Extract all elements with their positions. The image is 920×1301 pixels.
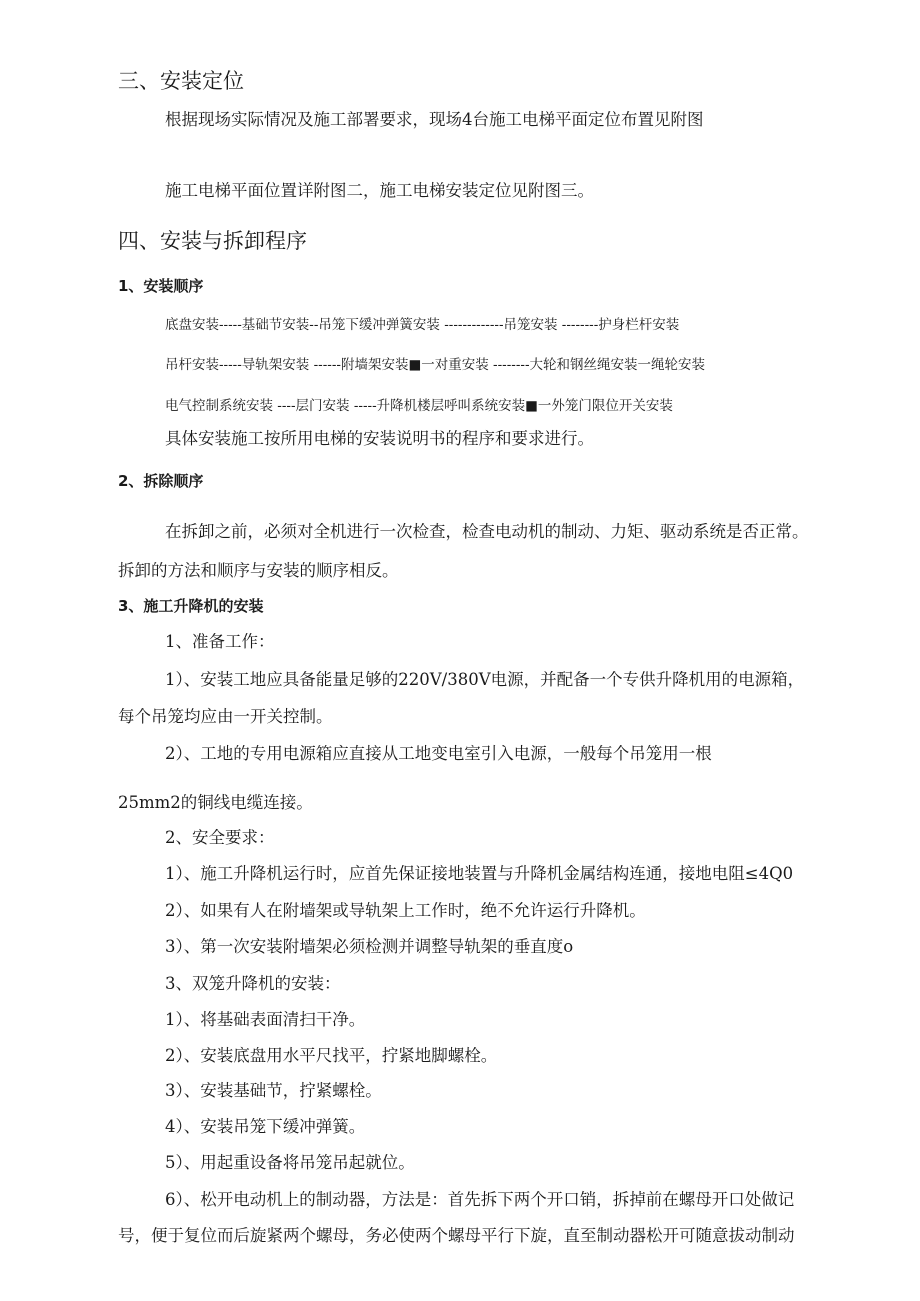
list-item-continuation: 号，便于复位而后旋紧两个螺母，务必使两个螺母平行下旋，直至制动器松开可随意拔动制动	[118, 1226, 795, 1245]
list-item: 4）、安装吊笼下缓冲弹簧。	[165, 1117, 366, 1136]
subsection-title: 3、施工升降机的安装	[118, 597, 264, 615]
install-sequence-line: 吊杆安装-----导轨架安装 ------附墙架安装■一对重安装 --------大轮和钢丝绳安装一绳轮安装	[165, 357, 706, 373]
list-item: 5）、用起重设备将吊笼吊起就位。	[165, 1153, 415, 1172]
paragraph: 拆卸的方法和顺序与安装的顺序相反。	[118, 561, 399, 580]
list-item: 1）、施工升降机运行时，应首先保证接地装置与升降机金属结构连通，接地电阻≤4Q0	[165, 864, 794, 883]
install-sequence-line: 底盘安装-----基础节安装--吊笼下缓冲弹簧安装 -------------吊笼安装 --------护身栏杆安装	[165, 317, 680, 333]
list-heading: 3、双笼升降机的安装：	[165, 974, 341, 993]
list-item: 3）、第一次安装附墙架必须检测并调整导轨架的垂直度o	[165, 937, 574, 956]
list-item: 1）、安装工地应具备能量足够的220V/380V电源，并配备一个专供升降机用的电源箱，	[165, 670, 805, 689]
subsection-title: 1、安装顺序	[118, 277, 204, 295]
install-sequence-line: 电气控制系统安装 ----层门安装 -----升降机楼层呼叫系统安装■一外笼门限位开关安装	[165, 398, 673, 414]
list-item-continuation: 每个吊笼均应由一开关控制。	[118, 707, 333, 726]
paragraph: 施工电梯平面位置详附图二，施工电梯安装定位见附图三。	[165, 181, 594, 200]
list-heading: 2、安全要求：	[165, 828, 275, 847]
list-item: 2）、如果有人在附墙架或导轨架上工作时，绝不允许运行升降机。	[165, 901, 646, 920]
paragraph: 具体安装施工按所用电梯的安装说明书的程序和要求进行。	[165, 429, 594, 448]
paragraph: 根据现场实际情况及施工部署要求，现场4台施工电梯平面定位布置见附图	[165, 110, 704, 129]
list-item-continuation: 25mm2的铜线电缆连接。	[118, 793, 313, 812]
list-item: 2）、工地的专用电源箱应直接从工地变电室引入电源，一般每个吊笼用一根	[165, 744, 712, 763]
list-heading: 1、准备工作：	[165, 632, 275, 651]
paragraph: 在拆卸之前，必须对全机进行一次检查，检查电动机的制动、力矩、驱动系统是否正常。	[165, 522, 809, 541]
list-item: 1）、将基础表面清扫干净。	[165, 1010, 366, 1029]
list-item: 6）、松开电动机上的制动器，方法是：首先拆下两个开口销，拆掉前在螺母开口处做记	[165, 1190, 795, 1209]
list-item: 3）、安装基础节，拧紧螺栓。	[165, 1081, 382, 1100]
list-item: 2）、安装底盘用水平尺找平，拧紧地脚螺栓。	[165, 1046, 498, 1065]
subsection-title: 2、拆除顺序	[118, 472, 204, 490]
section-3-title: 三、安装定位	[118, 69, 244, 93]
section-4-title: 四、安装与拆卸程序	[118, 229, 307, 253]
